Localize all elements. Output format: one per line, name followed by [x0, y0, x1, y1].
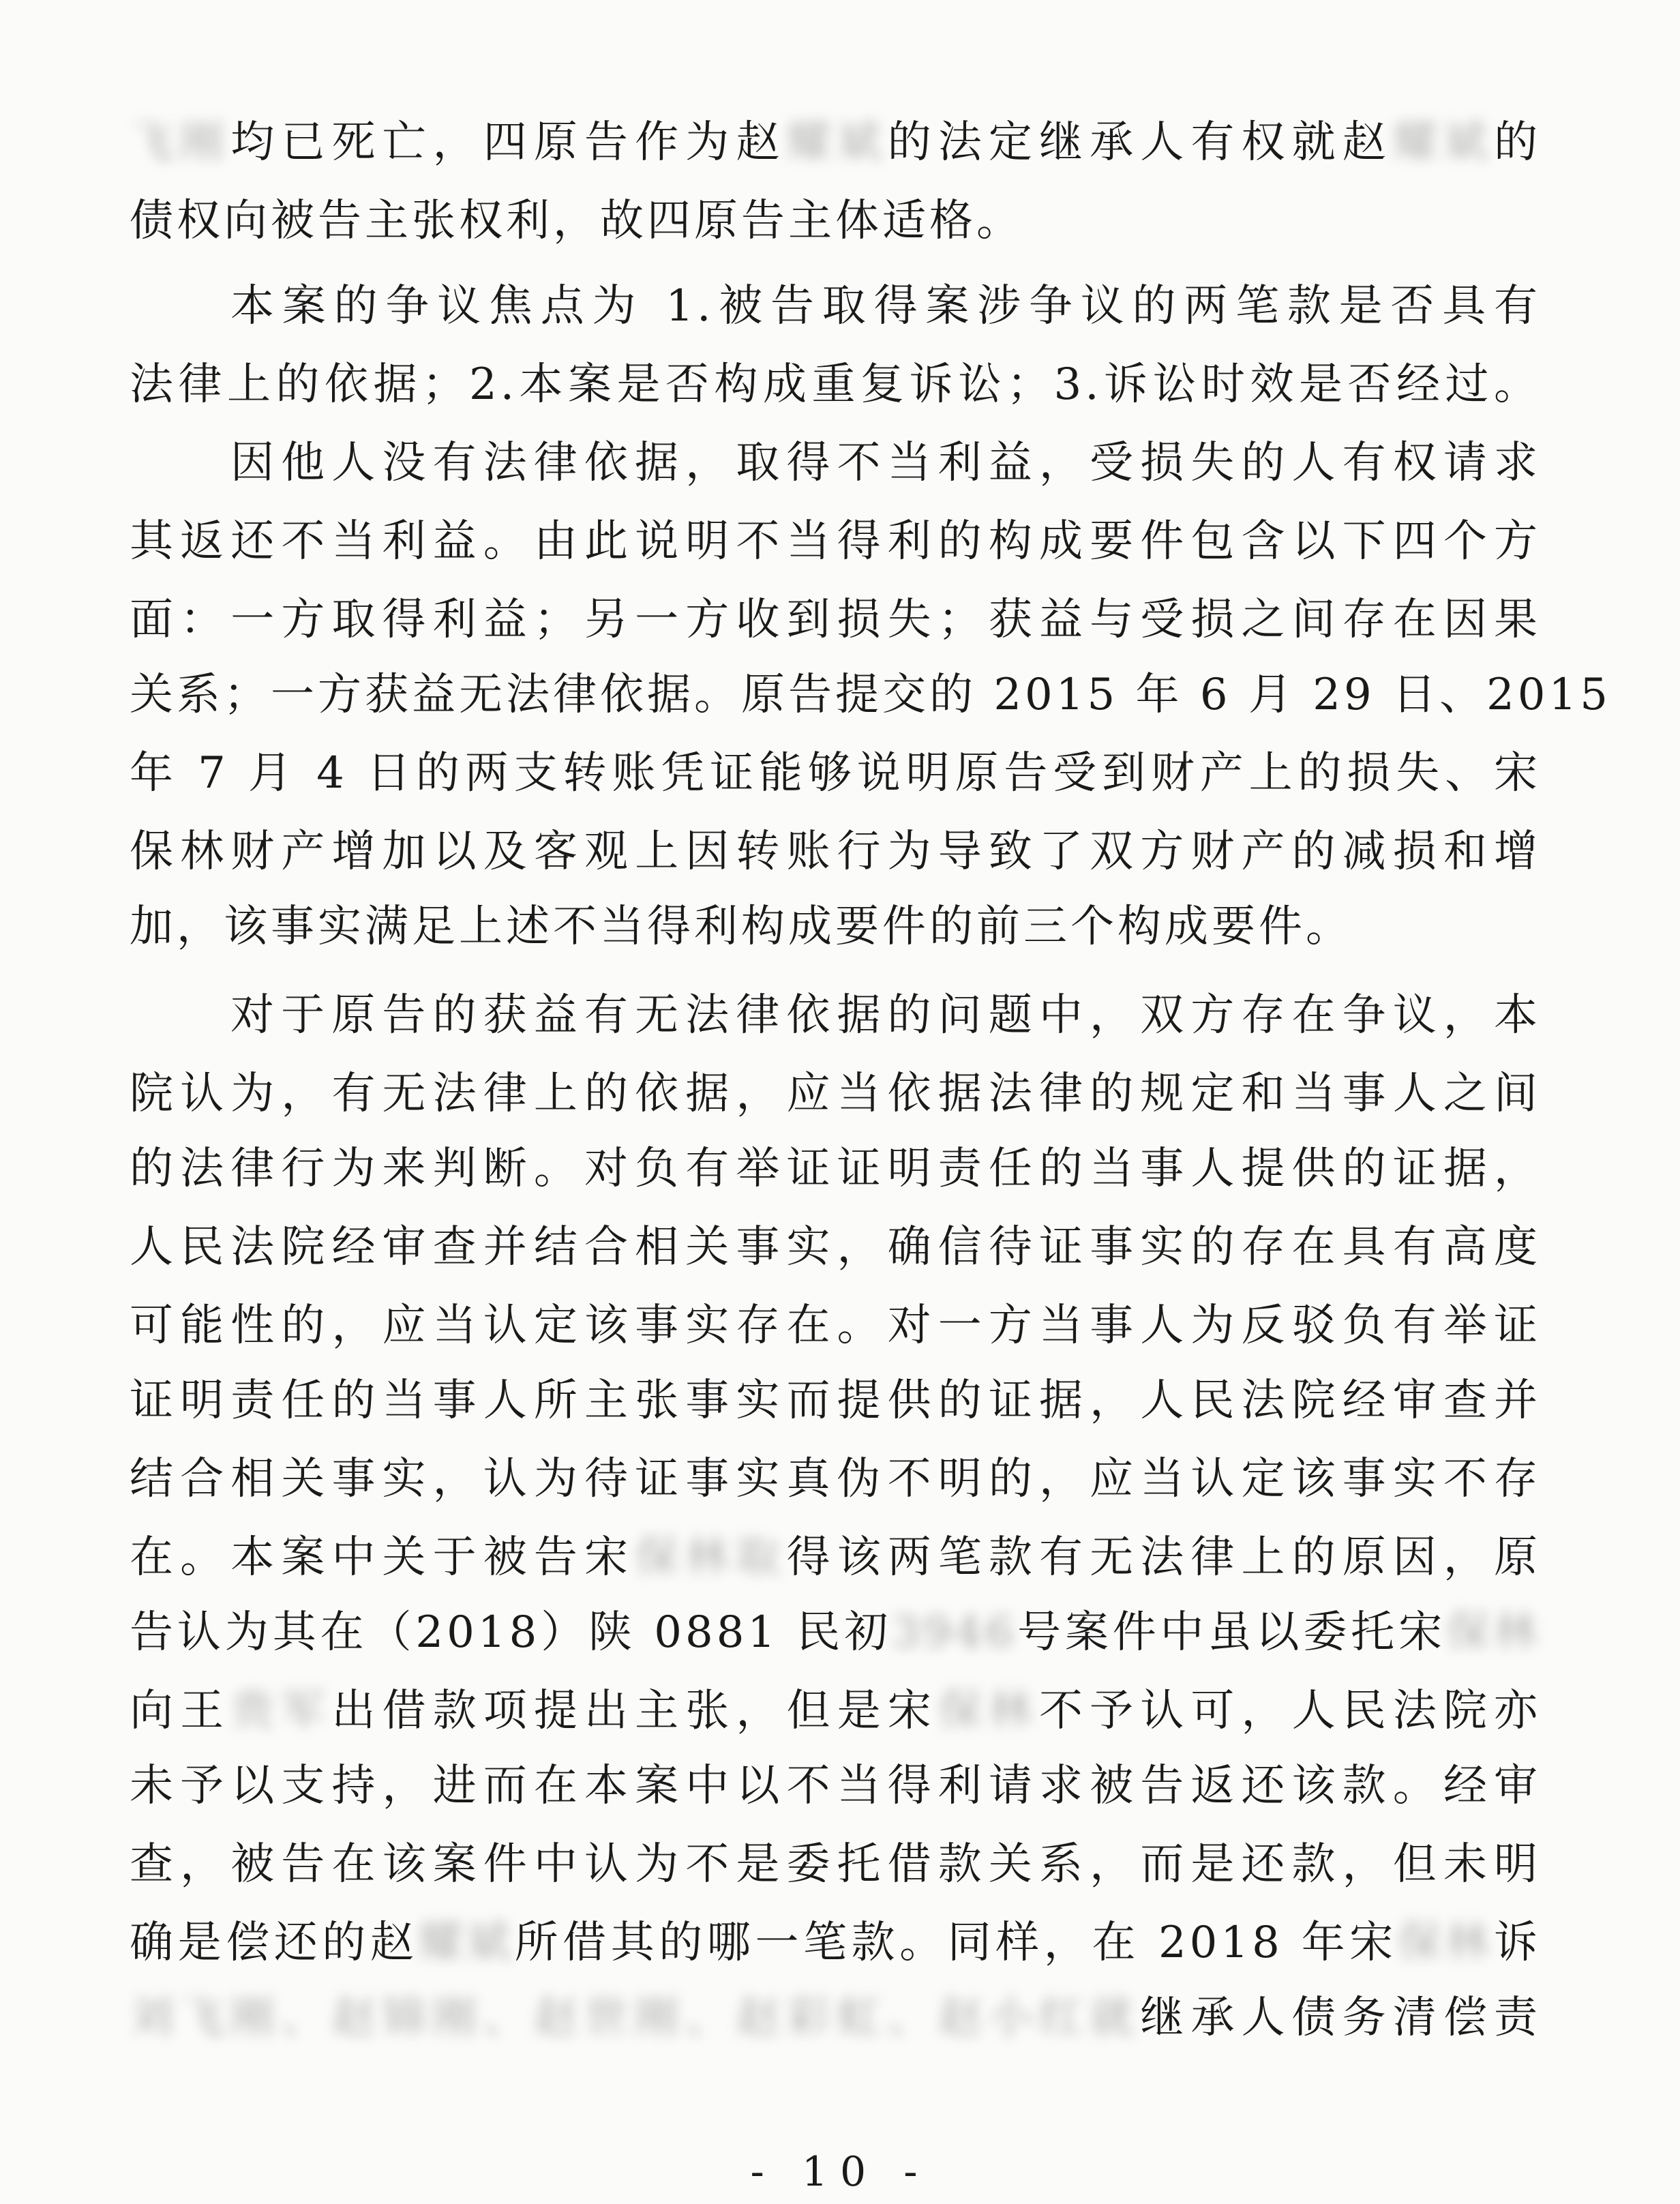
paragraph-start-line: [130, 266, 1541, 346]
text-line: [130, 655, 1611, 735]
redacted-name: 耀斌: [786, 117, 888, 168]
text-line: [130, 811, 1541, 892]
redacted-name: 贵军: [230, 1686, 332, 1736]
text-line: [130, 1824, 1541, 1905]
text-segment: 对于原告的获益有无法律依据的问题中，双方存在争议，本: [230, 990, 1541, 1041]
text-segment: 的: [1494, 117, 1542, 168]
page-number: - 10 -: [750, 2148, 930, 2196]
text-segment: 不予认可，人民法院亦: [1039, 1686, 1542, 1736]
text-segment: 关系；一方获益无法律依据。原告提交的 2015 年 6 月 29 日、2015: [130, 670, 1611, 720]
text-segment: 继承人债务清偿责: [1140, 1993, 1542, 2043]
text-line: [130, 887, 1541, 967]
text-line: [130, 580, 1541, 660]
text-segment: 法律上的依据；2.本案是否构成重复诉讼；3.诉讼时效是否经过。: [130, 359, 1541, 410]
text-segment: 保林财产增加以及客观上因转账行为导致了双方财产的减损和增: [130, 827, 1541, 877]
text-line: [130, 344, 1541, 425]
text-segment: 查，被告在该案件中认为不是委托借款关系，而是还款，但未明: [130, 1839, 1541, 1890]
text-segment: 得该两笔款有无法律上的原因，原: [786, 1532, 1542, 1583]
redacted-names: 刘飞刚、赵锦刚、赵世刚、赵彩虹、赵小红就: [130, 1993, 1141, 2043]
text-line: [130, 102, 1541, 183]
text-segment: 在。本案中关于被告宋: [130, 1532, 635, 1583]
redacted-name: 保林: [1397, 1918, 1495, 1968]
text-line: [130, 1207, 1541, 1287]
text-segment: 年 7 月 4 日的两支转账凭证能够说明原告受到财产上的损失、宋: [130, 748, 1541, 799]
redacted-name: 飞刚: [130, 117, 231, 168]
text-line: [130, 733, 1541, 814]
text-segment: 向王: [130, 1686, 231, 1736]
text-line: [130, 181, 1541, 261]
text-line: [130, 1671, 1541, 1751]
text-line: [130, 1360, 1541, 1441]
text-segment: 均已死亡，四原告作为赵: [230, 117, 787, 168]
text-segment: 确是偿还的赵: [130, 1918, 419, 1968]
text-segment: 所借其的哪一笔款。同样，在 2018 年宋: [514, 1918, 1398, 1968]
text-segment: 人民法院经审查并结合相关事实，确信待证事实的存在具有高度: [130, 1222, 1541, 1272]
text-segment: 的法定继承人有权就赵: [887, 117, 1393, 168]
text-line: [130, 1054, 1541, 1134]
text-line: [130, 1517, 1541, 1598]
text-line: [130, 1129, 1541, 1209]
text-line: [130, 1285, 1541, 1366]
text-segment: 院认为，有无法律上的依据，应当依据法律的规定和当事人之间: [130, 1069, 1541, 1119]
text-segment: 加，该事实满足上述不当得利构成要件的前三个构成要件。: [130, 902, 1353, 952]
text-line: [130, 1592, 1541, 1673]
redacted-name: 保林: [937, 1686, 1040, 1736]
text-segment: 证明责任的当事人所主张事实而提供的证据，人民法院经审查并: [130, 1375, 1541, 1426]
redacted-name: 耀斌: [418, 1918, 515, 1968]
text-segment: 可能性的，应当认定该事实存在。对一方当事人为反驳负有举证: [130, 1300, 1541, 1351]
text-segment: 结合相关事实，认为待证事实真伪不明的，应当认定该事实不存: [130, 1454, 1541, 1504]
text-line: [130, 1746, 1541, 1826]
text-segment: 出借款项提出主张，但是宋: [331, 1686, 938, 1736]
text-line: [130, 1903, 1541, 1983]
text-segment: 未予以支持，进而在本案中以不当得利请求被告返还该款。经审: [130, 1761, 1541, 1811]
text-segment: 其返还不当利益。由此说明不当得利的构成要件包含以下四个方: [130, 516, 1541, 567]
text-segment: 诉: [1494, 1918, 1542, 1968]
paragraph-start-line: [130, 975, 1541, 1056]
text-line: [130, 1439, 1541, 1519]
text-segment: 告认为其在（2018）陕 0881 民初: [130, 1607, 892, 1658]
text-segment: 债权向被告主张权利，故四原告主体适格。: [130, 196, 1023, 246]
redacted-name: 保林取: [635, 1532, 787, 1583]
redacted-case-number: 3946: [892, 1607, 1017, 1658]
redacted-name: 保林: [1446, 1607, 1542, 1658]
text-line: [130, 501, 1541, 582]
text-segment: 的法律行为来判断。对负有举证证明责任的当事人提供的证据，: [130, 1144, 1541, 1194]
redacted-name: 耀斌: [1392, 117, 1495, 168]
paragraph-start-line: [130, 423, 1541, 503]
text-segment: 本案的争议焦点为 1.被告取得案涉争议的两笔款是否具有: [230, 281, 1541, 331]
text-segment: 面：一方取得利益；另一方收到损失；获益与受损之间存在因果: [130, 595, 1541, 645]
text-segment: 号案件中虽以委托宋: [1017, 1607, 1447, 1658]
text-segment: 因他人没有法律依据，取得不当利益，受损失的人有权请求: [230, 438, 1541, 488]
text-line: [130, 1978, 1541, 2058]
